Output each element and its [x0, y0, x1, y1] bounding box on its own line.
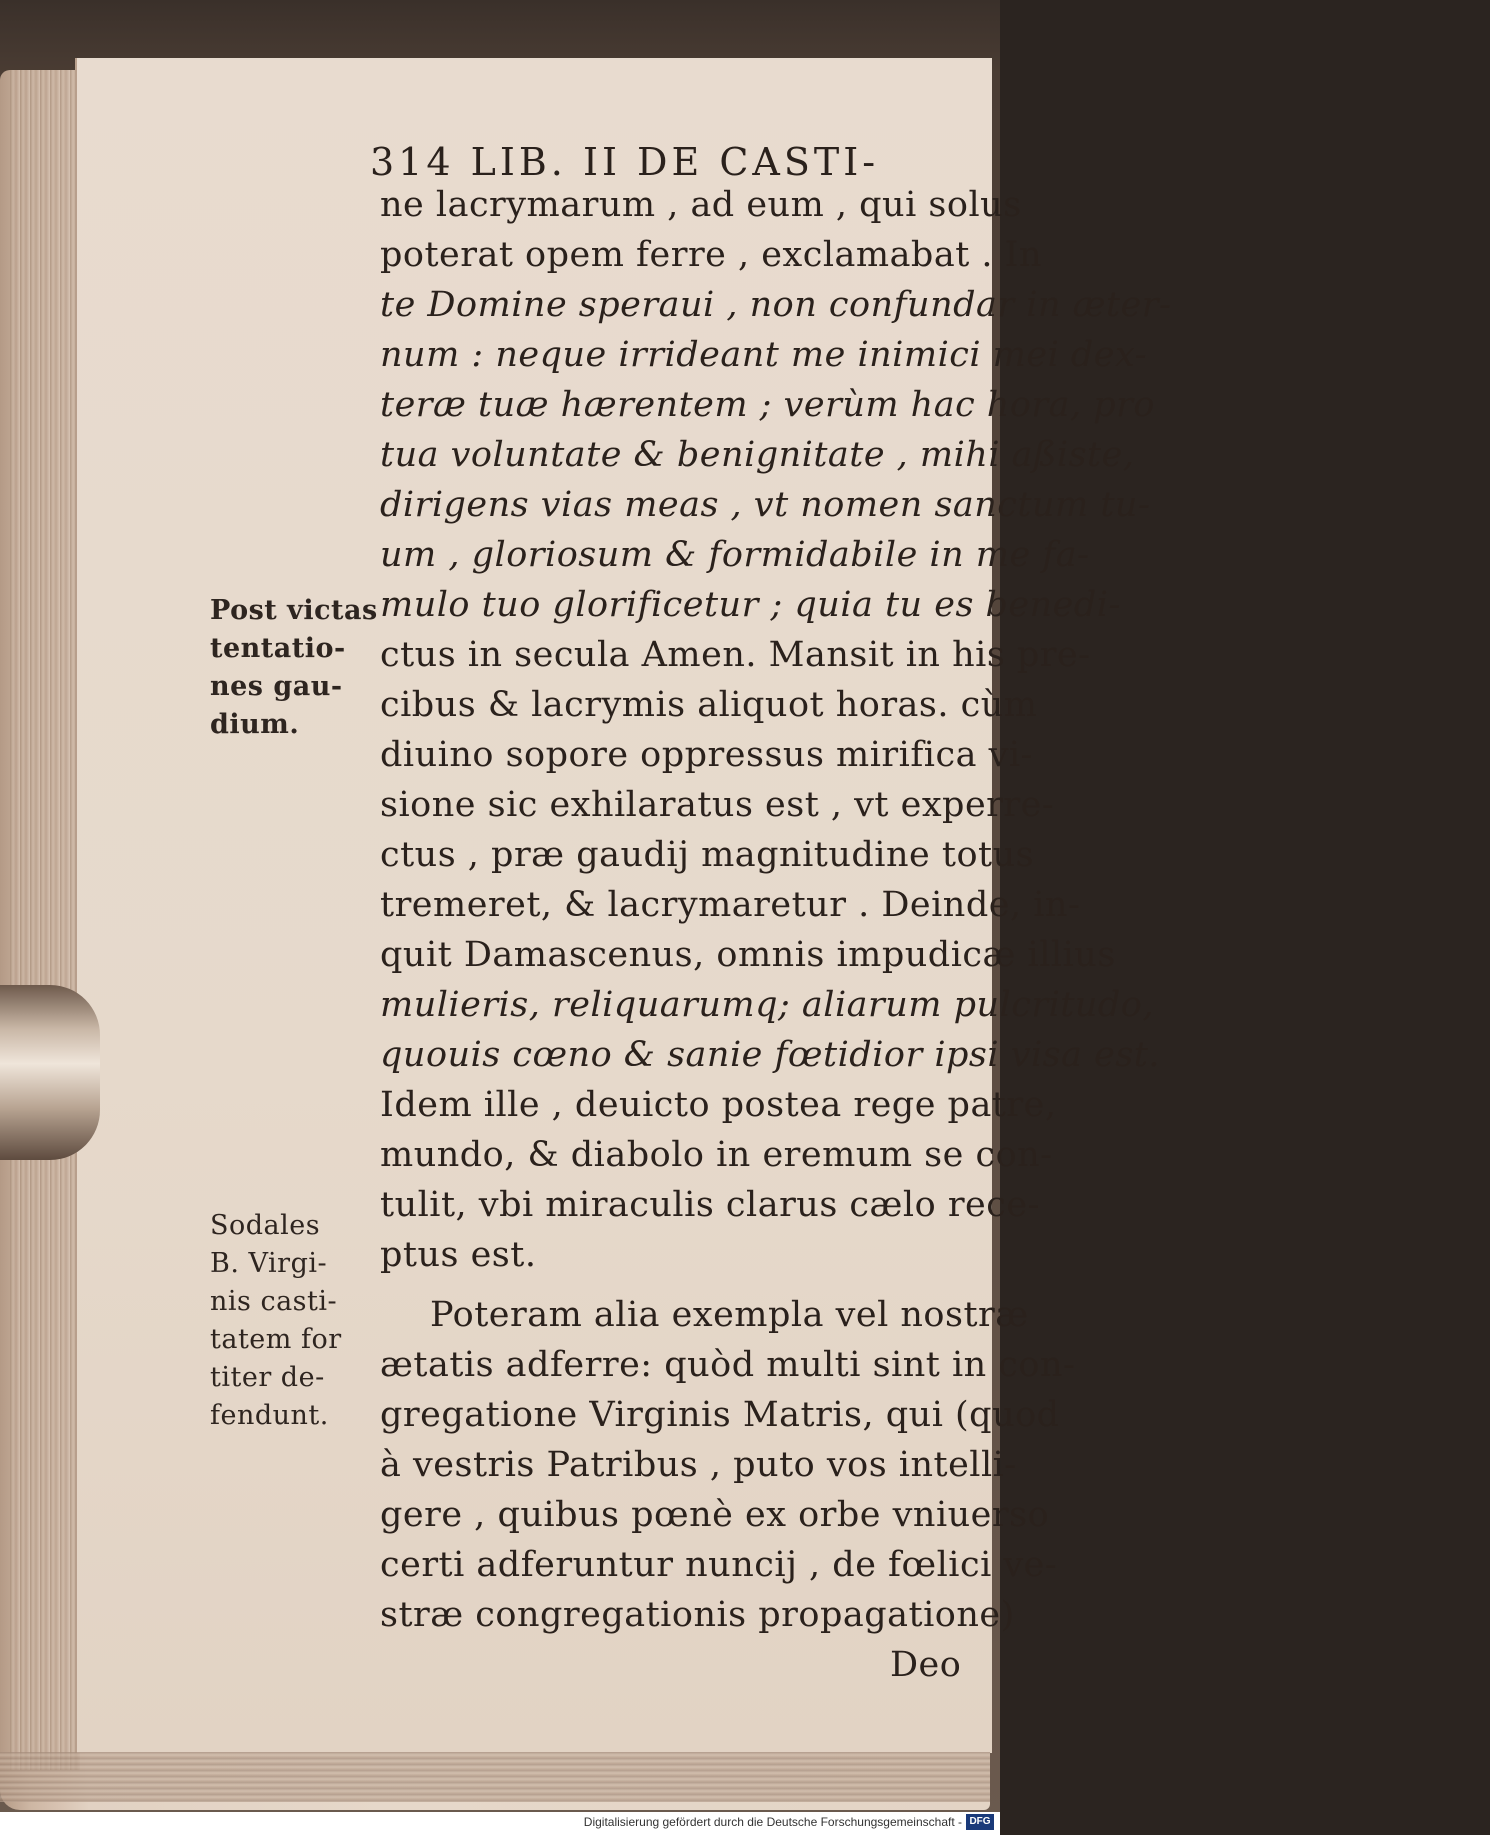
margin-note-line: tatem for: [210, 1324, 342, 1355]
body-line: poterat opem ferre , exclamabat . In: [380, 235, 1043, 275]
body-line: sione sic exhilaratus est , vt experre-: [380, 785, 1055, 825]
page-header: 314 LIB. II DE CASTI-: [370, 140, 880, 184]
margin-note-line: Post victas: [210, 595, 378, 626]
body-line: stræ congregationis propagatione): [380, 1595, 1015, 1635]
body-line: à vestris Patribus , puto vos intelli-: [380, 1445, 1017, 1485]
body-line: quouis cœno & sanie fœtidior ipsi visa est.: [380, 1035, 1160, 1075]
body-line: tua voluntate & benignitate , mihi aßiste,: [380, 435, 1135, 475]
body-line: mundo, & diabolo in eremum se con-: [380, 1135, 1053, 1175]
margin-note-line: tentatio-: [210, 633, 346, 664]
body-line: tulit, vbi miraculis clarus cælo rece-: [380, 1185, 1040, 1225]
page-bottom-edges: [0, 1752, 990, 1802]
margin-note-line: titer de-: [210, 1362, 325, 1393]
body-line: gere , quibus pœnè ex orbe vniuerso: [380, 1495, 1050, 1535]
margin-note-line: dium.: [210, 709, 300, 740]
body-line: ætatis adferre: quòd multi sint in con-: [380, 1345, 1076, 1385]
margin-note-line: nis casti-: [210, 1286, 338, 1317]
body-line: tremeret, & lacrymaretur . Deinde, in-: [380, 885, 1081, 925]
body-line: diuino sopore oppressus mirifica vi-: [380, 735, 1033, 775]
bookmark-ribbon: [0, 985, 100, 1160]
page-edges: [10, 70, 80, 1770]
body-line: quit Damascenus, omnis impudicæ illius: [380, 935, 1116, 975]
body-line: dirigens vias meas , vt nomen sanctum tu-: [380, 485, 1151, 525]
body-line: ctus , præ gaudij magnitudine totus: [380, 835, 1035, 875]
margin-note-line: Sodales: [210, 1210, 321, 1241]
body-line: ptus est.: [380, 1235, 537, 1275]
body-line: num : neque irrideant me inimici mei dex-: [380, 335, 1147, 375]
body-line: Idem ille , deuicto postea rege patre,: [380, 1085, 1057, 1125]
body-line: certi adferuntur nuncij , de fœlici ve-: [380, 1545, 1058, 1585]
margin-note-line: fendunt.: [210, 1400, 329, 1431]
body-line: Deo: [890, 1645, 962, 1685]
body-line: ctus in secula Amen. Mansit in his pre-: [380, 635, 1091, 675]
body-line: cibus & lacrymis aliquot horas. cùm: [380, 685, 1038, 725]
margin-note-line: nes gau-: [210, 671, 343, 702]
body-line: teræ tuæ hærentem ; verùm hac hora, pro: [380, 385, 1155, 425]
body-line: te Domine speraui , non confundar in æter-: [380, 285, 1172, 325]
margin-note-line: B. Virgi-: [210, 1248, 328, 1279]
body-line: Poteram alia exempla vel nostræ: [430, 1295, 1029, 1335]
body-line: mulieris, reliquarumq; aliarum pulcritudo,: [380, 985, 1154, 1025]
body-line: ne lacrymarum , ad eum , qui solus: [380, 185, 1022, 225]
dfg-logo: DFG: [966, 1814, 994, 1830]
body-line: gregatione Virginis Matris, qui (quod: [380, 1395, 1060, 1435]
body-line: um , gloriosum & formidabile in me fa-: [380, 535, 1090, 575]
footer-credit: Digitalisierung gefördert durch die Deutsche Forschungsgemeinschaft -: [583, 1815, 962, 1829]
body-line: mulo tuo glorificetur ; quia tu es benedi-: [380, 585, 1121, 625]
